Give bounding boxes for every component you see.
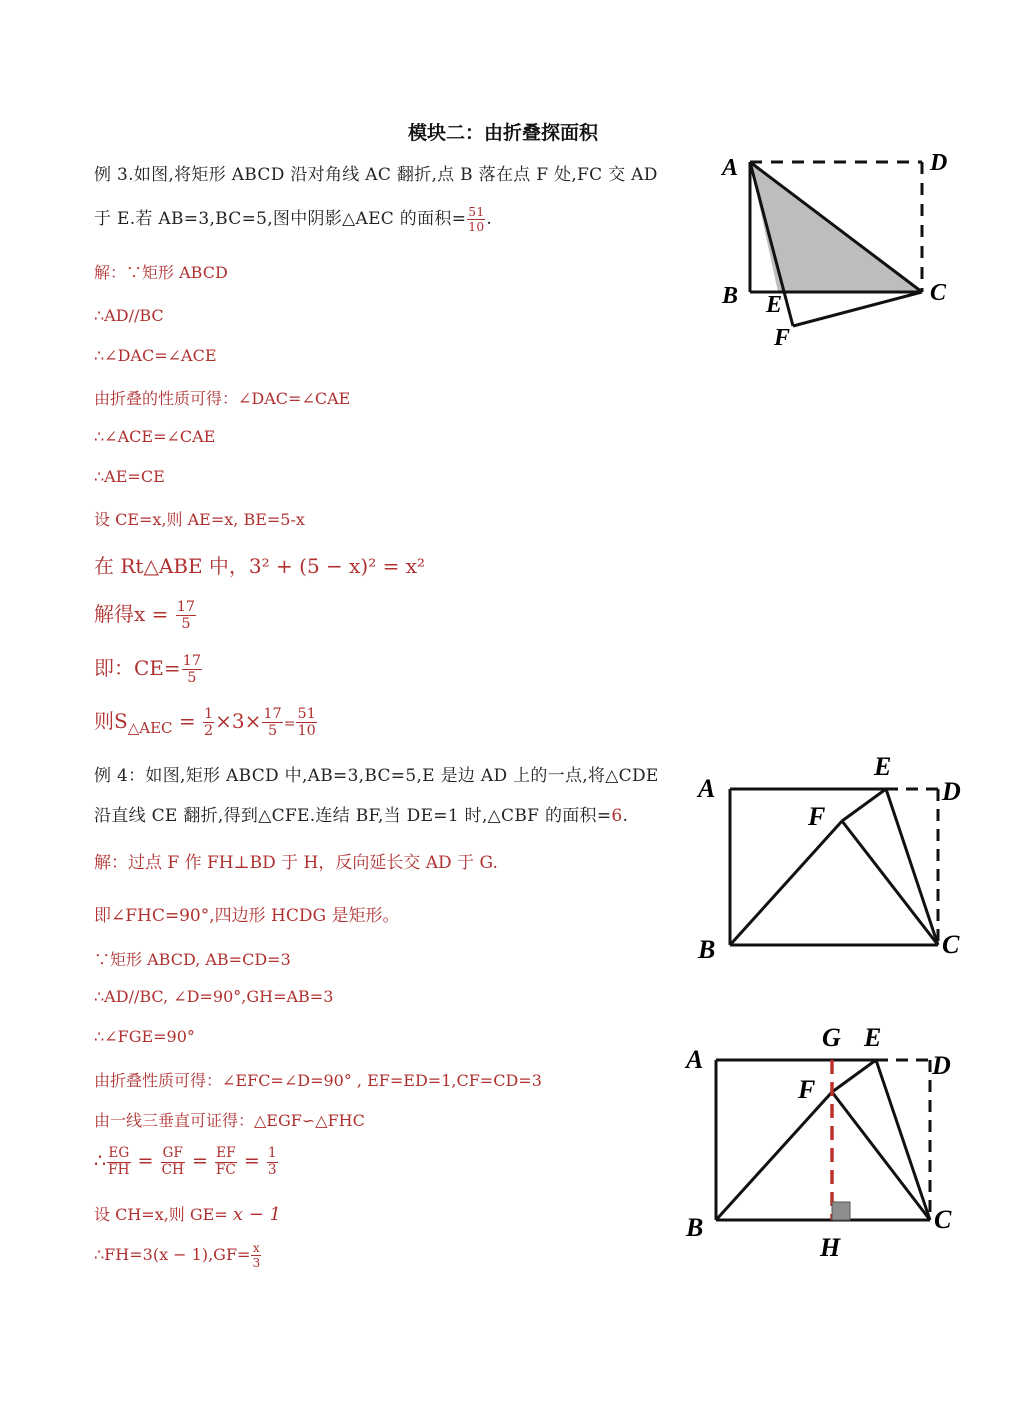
- line-bf: [716, 1092, 832, 1220]
- ce-value-fraction: $\frac{17}{5}$: [182, 652, 201, 686]
- label-d: D: [930, 150, 948, 176]
- line-fc: [832, 1092, 930, 1220]
- line-fe: [842, 789, 886, 821]
- right-angle-marker: [832, 1202, 850, 1220]
- ex3-area-line: 则$S_{\triangle AEC}$ = $\frac{1}{2}$ ×3× $\frac{17}{5}$ = $\frac{51}{10}$: [94, 705, 316, 739]
- label-b: B: [698, 935, 716, 964]
- label-c: C: [934, 1205, 952, 1234]
- label-h: H: [820, 1233, 841, 1262]
- x-value-fraction: $\frac{17}{5}$: [176, 598, 196, 632]
- label-d: D: [932, 1051, 951, 1080]
- ex3-solution-line-4: 由折叠的性质可得：∠DAC=∠CAE: [94, 389, 351, 408]
- label-a: A: [686, 1045, 704, 1074]
- label-d: D: [942, 777, 961, 806]
- label-a: A: [722, 155, 739, 181]
- ex4-solution-line-4: ∴AD//BC, ∠D=90°,GH=AB=3: [94, 987, 334, 1006]
- ex3-answer-fraction: $\frac{51}{10}$: [468, 204, 485, 234]
- label-e: E: [766, 292, 783, 318]
- line-fe: [832, 1060, 876, 1092]
- ex4-solution-line-6: 由折叠性质可得：∠EFC=∠D=90° , EF=ED=1,CF=CD=3: [94, 1071, 542, 1090]
- ex4-answer: 6: [611, 806, 623, 826]
- label-f: F: [774, 325, 791, 351]
- ex4-solution-line-2: 即∠FHC=90°,四边形 HCDG 是矩形。: [94, 906, 400, 926]
- ex3-solution-line-2: ∴AD//BC: [94, 306, 164, 325]
- label-f: F: [808, 802, 826, 831]
- line-bf: [730, 821, 842, 945]
- ex3-problem-line1: 例 3.如图,将矩形 ABCD 沿对角线 AC 翻折,点 B 落在点 F 处,FC 交 AD: [94, 165, 658, 185]
- ex4-set-line: 设 CH=x,则 GE= x − 1: [94, 1204, 281, 1225]
- ex4-solution-line-1: 解：过点 F 作 FH⊥BD 于 H，反向延长交 AD 于 G.: [94, 853, 498, 873]
- ex4-problem-line1: 例 4：如图,矩形 ABCD 中,AB=3,BC=5,E 是边 AD 上的一点,将△CDE: [94, 766, 659, 786]
- ex3-figure: [700, 140, 970, 360]
- ex4-ratio-line: ∴ $\frac{EG}{FH}$ = $\frac{GF}{CH}$ = $\frac{EF}{FC}$ = $\frac{1}{3}$: [94, 1145, 277, 1178]
- ex4-problem-line2: 沿直线 CE 翻折,得到△CFE.连结 BF,当 DE=1 时,△CBF 的面积=6.: [94, 806, 629, 826]
- ex3-problem-line2: 于 E.若 AB=3,BC=5,图中阴影△AEC 的面积= $\frac{51}{10}$ .: [94, 204, 493, 234]
- line-fc: [842, 821, 938, 945]
- ex4-figure-1: [690, 745, 990, 975]
- page-title: 模块二：由折叠探面积: [408, 122, 599, 144]
- ex4-solution-line-5: ∴∠FGE=90°: [94, 1027, 195, 1046]
- ex3-solution-line-5: ∴∠ACE=∠CAE: [94, 427, 216, 446]
- label-c: C: [930, 280, 947, 306]
- line-ec: [886, 789, 938, 945]
- label-g: G: [822, 1023, 841, 1052]
- label-a: A: [698, 774, 716, 803]
- label-e: E: [864, 1023, 882, 1052]
- label-c: C: [942, 930, 960, 959]
- ex4-fh-line: ∴FH=3(x − 1),GF= $\frac{x}{3}$: [94, 1241, 261, 1271]
- ex4-figure-2: [680, 1018, 980, 1268]
- ex4-solution-line-3: ∵矩形 ABCD, AB=CD=3: [94, 950, 291, 969]
- ex3-solution-line-3: ∴∠DAC=∠ACE: [94, 346, 217, 365]
- label-e: E: [874, 752, 892, 781]
- ex4-solution-line-7: 由一线三垂直可证得：△EGF∽△FHC: [94, 1111, 365, 1130]
- ex3-solution-line-6: ∴AE=CE: [94, 467, 165, 486]
- label-f: F: [798, 1075, 816, 1104]
- ex3-solve-line: 解得x = $\frac{17}{5}$: [94, 598, 196, 632]
- ex3-ce-line: 即：CE= $\frac{17}{5}$: [94, 652, 201, 686]
- line-fc: [793, 292, 922, 326]
- label-b: B: [686, 1213, 704, 1242]
- label-b: B: [722, 283, 739, 309]
- ex3-solution-line-1: 解：∵矩形 ABCD: [94, 263, 228, 282]
- line-ec: [876, 1060, 930, 1220]
- ex3-solution-line-7: 设 CE=x,则 AE=x, BE=5-x: [94, 510, 305, 529]
- ex3-pythagoras-equation: 在 Rt△ABE 中，3² + (5 − x)² = x²: [94, 554, 426, 578]
- ex3-problem-text: 于 E.若 AB=3,BC=5,图中阴影△AEC 的面积=: [94, 209, 467, 229]
